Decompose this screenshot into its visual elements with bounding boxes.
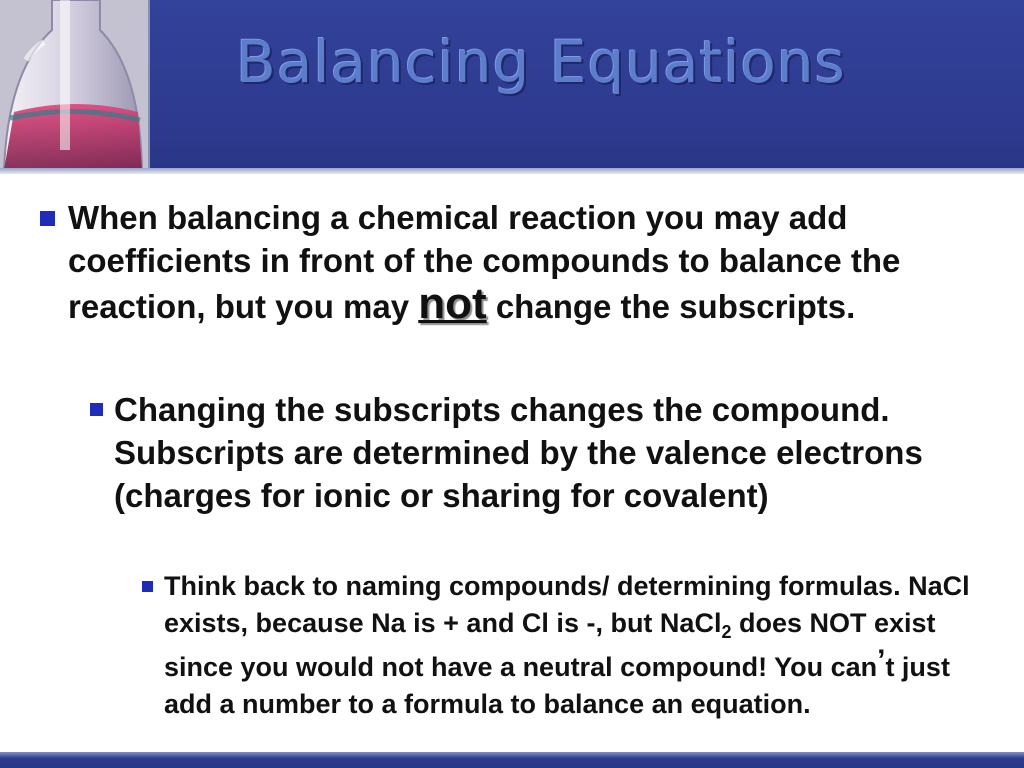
slide-content [0, 176, 1024, 750]
bullet-1-text-part1: When balancing a chemical reaction you may add coefficients in front of the compounds to balance the reaction, but you may [68, 199, 901, 325]
slide-header [0, 0, 1024, 170]
slide-footer-bar [0, 752, 1024, 768]
square-bullet-icon [40, 211, 55, 226]
square-bullet-icon [142, 581, 153, 592]
bullet-level-3 [164, 568, 994, 723]
bullet-3-text-part1: Think back to naming compounds/ determining formulas. NaCl exists, because Na is + and Cl is -, but NaCl [164, 571, 970, 638]
bullet-1-text-part2: change the subscripts. [495, 288, 856, 325]
flask-image [0, 0, 150, 170]
bullet-3-text-part3: t just add a number to a formula to balance an equation. [164, 652, 950, 719]
flask-icon [0, 0, 148, 170]
header-divider [0, 168, 1024, 174]
bullet-3-text-part2: does NOT exist since you would not have a neutral compound! You can [164, 608, 936, 682]
bullet-1-emphasis: not [418, 279, 487, 328]
bullet-3-apostrophe: ’ [877, 644, 886, 677]
slide-title: Balancing Equations [236, 28, 846, 96]
bullet-2-text: Changing the subscripts changes the compound. Subscripts are determined by the valence electrons (charges for ionic or sharing for covalent) [114, 391, 923, 514]
bullet-3-subscript: 2 [721, 622, 732, 642]
square-bullet-icon [90, 403, 103, 416]
bullet-level-1 [68, 196, 978, 328]
bullet-level-2 [114, 388, 994, 517]
